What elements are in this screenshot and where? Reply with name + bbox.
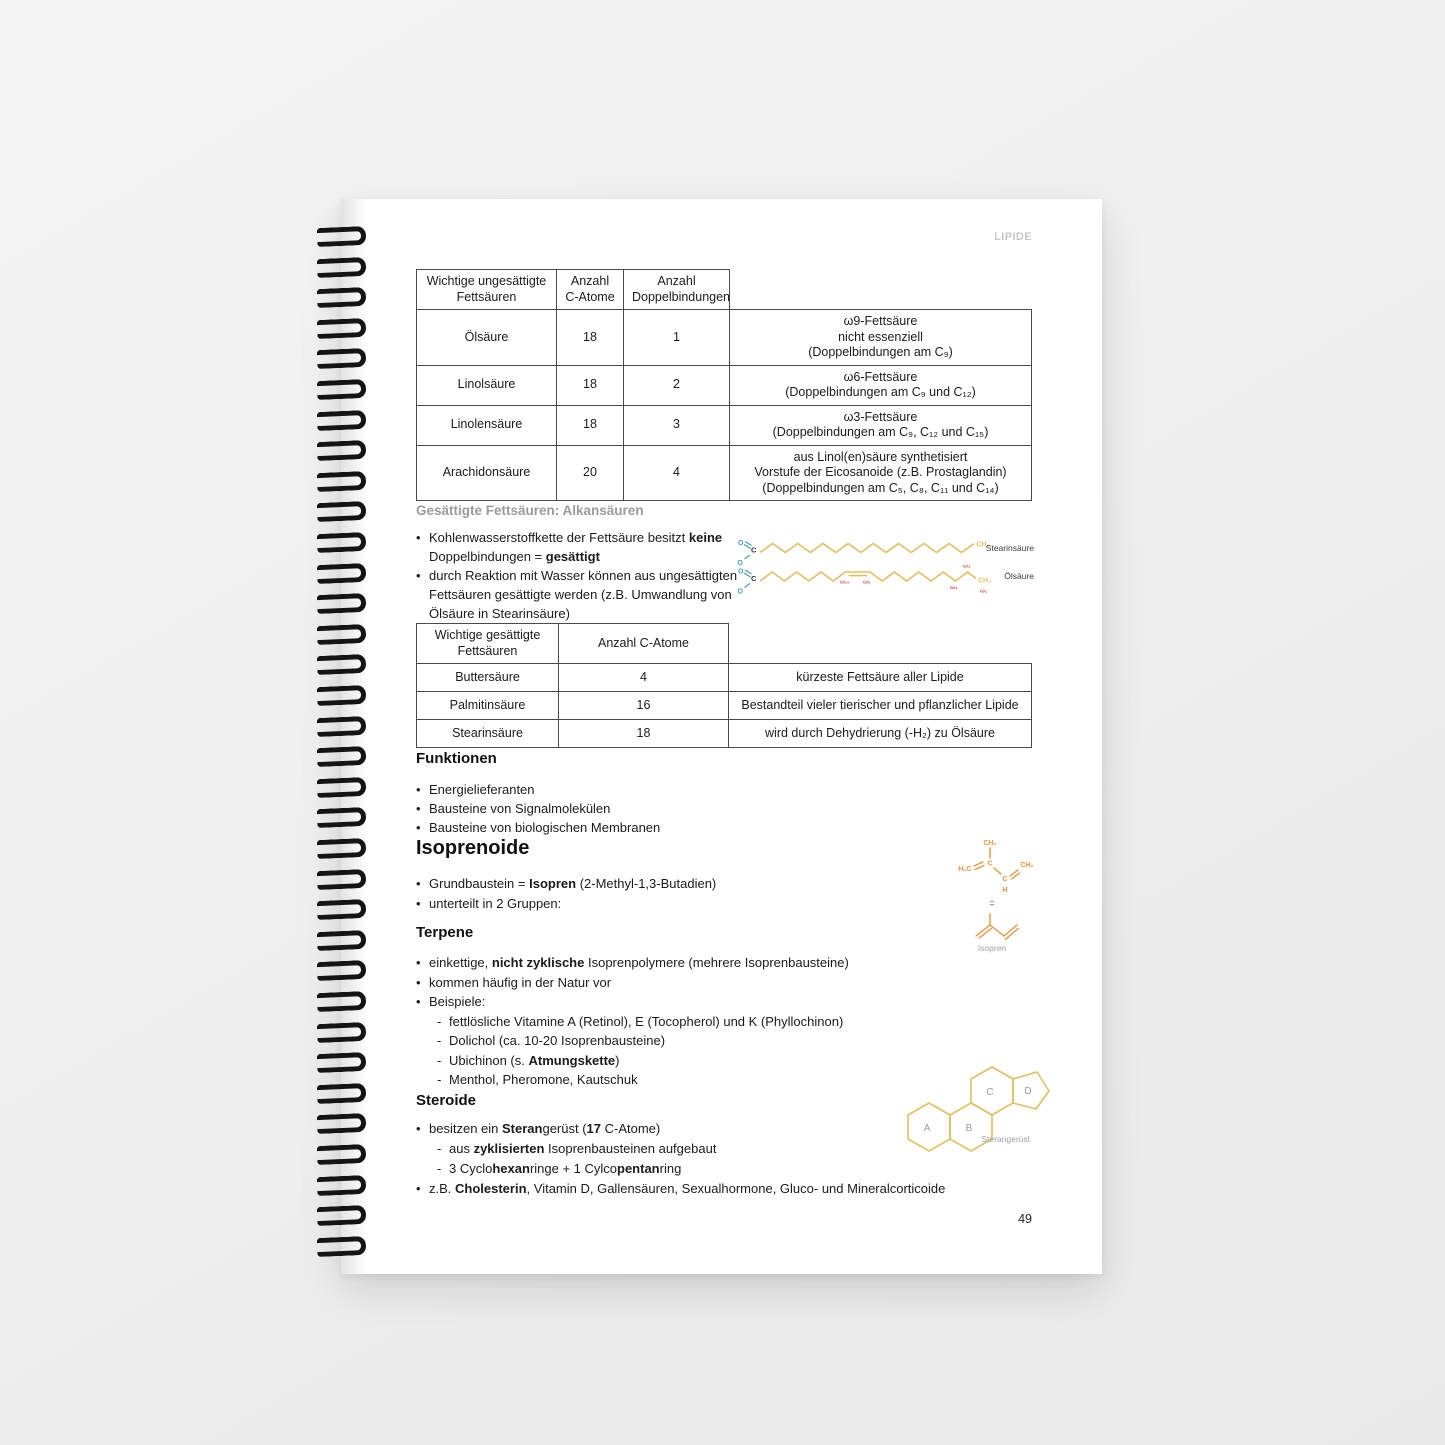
ring-c-label: C <box>986 1087 994 1098</box>
hydrogen-label: H <box>1002 887 1008 894</box>
sterane-label: Sterangerüst <box>981 1134 1030 1144</box>
spiral-coil <box>317 1175 367 1196</box>
table-cell: 18 <box>557 405 624 445</box>
omega3-label: ω₃ <box>950 585 958 591</box>
table-cell: 3 <box>624 405 730 445</box>
spiral-coil <box>317 379 367 400</box>
spiral-coil <box>317 318 367 339</box>
spiral-coil <box>317 746 367 767</box>
bullet-item: - fettlösliche Vitamine A (Retinol), E (Tocopherol) und K (Phyllochinon) <box>437 1013 844 1029</box>
spiral-coil <box>317 593 367 614</box>
methyl-label: CH₃ <box>976 541 990 549</box>
table-cell: Anzahl Doppelbindungen <box>624 270 730 310</box>
bullet-item: • Grundbaustein = Isopren (2-Methyl-1,3-Butadien) <box>416 876 717 891</box>
table-row <box>417 365 1032 405</box>
spiral-coil <box>317 348 367 369</box>
spiral-coil <box>317 1022 367 1043</box>
table-cell: 18 <box>557 365 624 405</box>
table-cell: Arachidonsäure <box>417 445 557 501</box>
notebook-page <box>341 199 1102 1274</box>
table-cell-empty <box>729 624 1032 664</box>
omega9-label: ω₉ <box>863 579 871 586</box>
bullet-item: - Ubichinon (s. Atmungskette) <box>437 1052 620 1068</box>
spiral-coil <box>317 410 367 431</box>
isoprenoids-bullet-list <box>416 874 716 914</box>
page-number: 49 <box>1018 1212 1032 1226</box>
bullet-item: • z.B. Cholesterin, Vitamin D, Gallensäuren, Sexualhormone, Gluco- und Mineralcorticoide <box>416 1181 946 1196</box>
table-cell: wird durch Dehydrierung (-H₂) zu Ölsäure <box>729 720 1032 748</box>
page-header-label: LIPIDE <box>994 231 1032 243</box>
saturated-fatty-acids-table <box>416 623 1032 748</box>
table-cell: 20 <box>557 445 624 501</box>
table-cell: Linolsäure <box>417 365 557 405</box>
bullet-item: - aus zyklisierten Isoprenbausteinen aufgebaut <box>437 1141 717 1156</box>
table-header-row <box>417 270 1032 310</box>
spiral-coil <box>317 563 367 584</box>
table-cell: Ölsäure <box>417 310 557 366</box>
spiral-coil <box>317 960 367 981</box>
sterane-skeleton-figure <box>896 1045 1056 1157</box>
section-functions <box>416 750 660 837</box>
table-cell: 4 <box>624 445 730 501</box>
spiral-coil <box>317 226 367 247</box>
table-cell: 1 <box>624 310 730 366</box>
table-row <box>417 405 1032 445</box>
omega1-label: ω₁ <box>980 588 988 595</box>
carbon-atom-label: C <box>751 574 757 583</box>
bullet-item: • Bausteine von biologischen Membranen <box>416 820 661 835</box>
spiral-coil <box>317 838 367 859</box>
oleic-acid-structure <box>738 564 1035 596</box>
spiral-coil <box>317 930 367 951</box>
spiral-coil <box>317 1113 367 1134</box>
spiral-coil <box>317 991 367 1012</box>
unsaturated-fatty-acids-table <box>416 269 1032 501</box>
bullet-item: - 3 Cyclohexanringe + 1 Cylcopentanring <box>437 1161 682 1176</box>
table-cell: Palmitinsäure <box>417 692 559 720</box>
carbon-atom-label: C <box>751 545 757 555</box>
table-cell: 2 <box>624 365 730 405</box>
table-cell: Wichtige ungesättigte Fettsäuren <box>417 270 557 310</box>
table-cell: 4 <box>559 664 729 692</box>
spiral-coil <box>317 654 367 675</box>
bullet-item: - Dolichol (ca. 10-20 Isoprenbausteine) <box>437 1033 666 1048</box>
oxygen-atom-label: O <box>738 540 744 547</box>
bullet-item: • einkettige, nicht zyklische Isoprenpolymere (mehrere Isoprenbausteine) <box>416 955 849 970</box>
section-heading-terpenes: Terpene <box>416 924 474 941</box>
spiral-coil <box>317 1144 367 1165</box>
table-cell: 18 <box>557 310 624 366</box>
oxygen-atom-label: O <box>737 560 743 567</box>
table-cell: Wichtige gesättigte Fettsäuren <box>417 624 559 664</box>
stearic-chain <box>760 544 974 553</box>
bullet-item: • durch Reaktion mit Wasser können aus ungesättigten Fettsäuren gesättigte werden (z.B. Umwandlung von Ölsäure in Stearinsäure) <box>416 568 738 621</box>
table-cell: Linolensäure <box>417 405 557 445</box>
h2c-label: H₂C <box>958 866 972 873</box>
isoprene-structural-formula <box>958 840 1033 894</box>
spiral-coil <box>317 471 367 492</box>
section-heading-saturated: Gesättigte Fettsäuren: Alkansäuren <box>416 503 644 518</box>
table-cell: ω6-Fettsäure (Doppelbindungen am C₉ und C₁₂) <box>730 365 1032 405</box>
bullet-item: • unterteilt in 2 Gruppen: <box>416 896 562 911</box>
bullet-item: • kommen häufig in der Natur vor <box>416 974 612 990</box>
table-cell-empty <box>730 270 1032 310</box>
section-isoprenoids <box>416 837 716 914</box>
bullet-item: • Energielieferanten <box>416 782 535 797</box>
bullet-item: • besitzen ein Sterangerüst (17 C-Atome) <box>416 1121 661 1136</box>
oxygen-atom-label: O <box>737 588 743 596</box>
bullet-item: • Beispiele: <box>416 994 486 1009</box>
table-cell: Anzahl C-Atome <box>557 270 624 310</box>
methyl-label: CH₃ <box>978 577 992 585</box>
table-header-row <box>417 624 1032 664</box>
spiral-coil <box>317 807 367 828</box>
stearic-acid-label: Stearinsäure <box>985 543 1034 553</box>
omega10-label: ω₁₀ <box>840 579 850 586</box>
spiral-coil <box>317 777 367 798</box>
table-cell: Anzahl C-Atome <box>559 624 729 664</box>
bullet-item: • Kohlenwasserstoffkette der Fettsäure besitzt keine Doppelbindungen = gesättigt <box>416 530 723 564</box>
isoprene-label: Isopren <box>977 943 1007 953</box>
spiral-coil <box>317 1236 367 1257</box>
spiral-coil <box>317 287 367 308</box>
section-heading-functions: Funktionen <box>416 750 497 767</box>
stearic-acid-structure <box>738 540 1035 567</box>
oxygen-atom-label: O <box>738 568 744 576</box>
spiral-coil <box>317 716 367 737</box>
fatty-acid-structures-figure <box>736 532 1036 620</box>
spiral-coil <box>317 532 367 553</box>
table-row <box>417 310 1032 366</box>
table-row <box>417 664 1032 692</box>
spiral-coil <box>317 501 367 522</box>
functions-bullet-list <box>416 780 660 837</box>
ring-b-label: B <box>965 1123 973 1134</box>
spiral-coil <box>317 624 367 645</box>
ch2-label: CH₂ <box>1020 862 1034 869</box>
spiral-coil <box>317 1205 367 1226</box>
section-heading-isoprenoids: Isoprenoide <box>416 837 530 859</box>
spiral-coil <box>317 1083 367 1104</box>
methyl-label: CH₃ <box>983 840 997 847</box>
table-row <box>417 692 1032 720</box>
spiral-coil <box>317 899 367 920</box>
carbon-label: C <box>1002 876 1008 883</box>
carbon-label: C <box>987 860 993 868</box>
ring-d-label: D <box>1024 1086 1032 1097</box>
table-cell: aus Linol(en)säure synthetisiert Vorstufe der Eicosanoide (z.B. Prostaglandin) (Doppelbindungen am C₅, C₈, C₁₁ und C₁₄) <box>730 445 1032 501</box>
bullet-item: • Bausteine von Signalmolekülen <box>416 801 611 816</box>
table-cell: kürzeste Fettsäure aller Lipide <box>729 664 1032 692</box>
spiral-coil <box>317 869 367 890</box>
spiral-coil <box>317 440 367 461</box>
table-cell: Stearinsäure <box>417 720 559 748</box>
section-heading-steroids: Steroide <box>416 1092 477 1109</box>
spiral-coil <box>317 257 367 278</box>
saturated-bullet-list <box>416 528 750 623</box>
equals-sign: = <box>989 898 995 908</box>
table-cell: 16 <box>559 692 729 720</box>
table-cell: Buttersäure <box>417 664 559 692</box>
ring-a-label: A <box>923 1123 931 1134</box>
table-row <box>417 445 1032 501</box>
table-row <box>417 720 1032 748</box>
table-cell: ω9-Fettsäure nicht essenziell (Doppelbindungen am C₉) <box>730 310 1032 366</box>
omega2-label: ω₂ <box>963 563 971 570</box>
spiral-coil <box>317 685 367 706</box>
table-cell: Bestandteil vieler tierischer und pflanzlicher Lipide <box>729 692 1032 720</box>
bullet-item: - Menthol, Pheromone, Kautschuk <box>437 1072 638 1087</box>
table-cell: ω3-Fettsäure (Doppelbindungen am C₉, C₁₂ und C₁₅) <box>730 405 1032 445</box>
spiral-coil <box>317 1052 367 1073</box>
table-cell: 18 <box>559 720 729 748</box>
oleic-acid-label: Ölsäure <box>1004 571 1034 581</box>
